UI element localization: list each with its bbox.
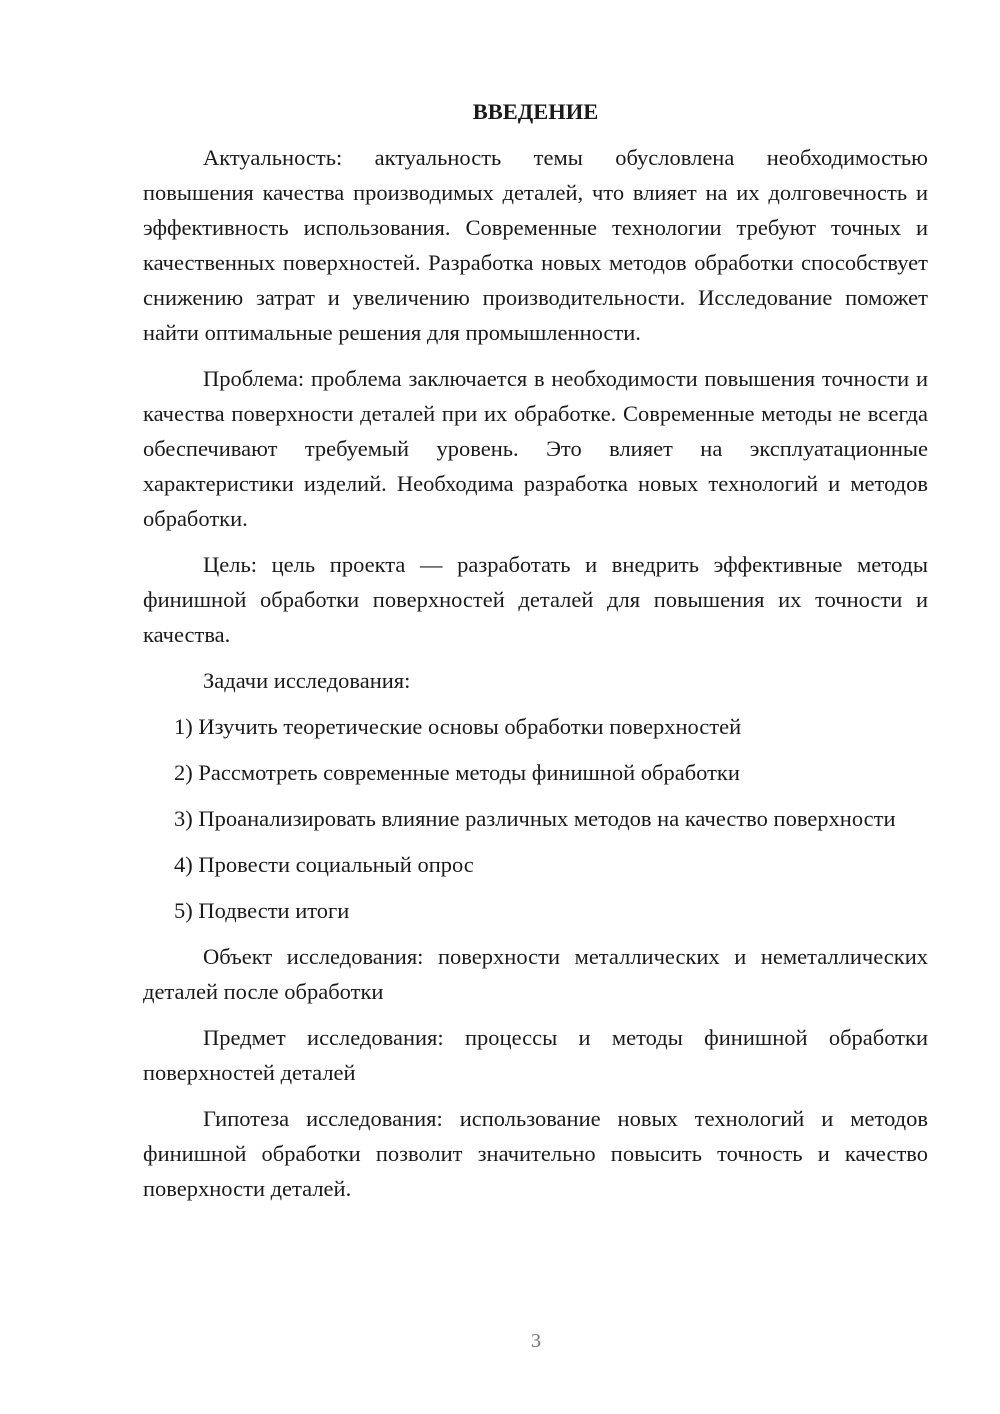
problem-paragraph: Проблема: проблема заключается в необходимости повышения точности и качества поверхности деталей при их обработке. Современные методы не всегда обеспечивают требуемый уровень. Это влияет на эксплуатационные характеристики изделий. Необходима разработка новых технологий и методов обработки. (143, 366, 928, 531)
hypothesis-paragraph: Гипотеза исследования: использование новых технологий и методов финишной обработки позволит значительно повысить точность и качество поверхности деталей. (143, 1106, 928, 1201)
task-item: 3) Проанализировать влияние различных методов на качество поверхности (174, 806, 896, 831)
task-item: 2) Рассмотреть современные методы финишной обработки (174, 760, 740, 785)
relevance-paragraph: Актуальность: актуальность темы обусловлена необходимостью повышения качества производимых деталей, что влияет на их долговечность и эффективность использования. Современные технологии требуют точных и качественных поверхностей. Разработка новых методов обработки способствует снижению затрат и увеличению производительности. Исследование поможет найти оптимальные решения для промышленности. (143, 145, 928, 345)
subject-paragraph: Предмет исследования: процессы и методы финишной обработки поверхностей деталей (143, 1025, 928, 1085)
task-item: 4) Провести социальный опрос (174, 852, 474, 877)
object-paragraph: Объект исследования: поверхности металлических и неметаллических деталей после обработки (143, 944, 928, 1004)
task-item: 5) Подвести итоги (174, 898, 350, 923)
page-number: 3 (531, 1330, 541, 1352)
goal-paragraph: Цель: цель проекта — разработать и внедрить эффективные методы финишной обработки поверхностей деталей для повышения их точности и качества. (143, 552, 928, 647)
task-item: 1) Изучить теоретические основы обработки поверхностей (174, 714, 742, 739)
page-title: ВВЕДЕНИЕ (472, 99, 599, 124)
tasks-list (143, 709, 928, 928)
tasks-heading: Задачи исследования: (203, 668, 411, 693)
page-content (143, 94, 928, 1217)
